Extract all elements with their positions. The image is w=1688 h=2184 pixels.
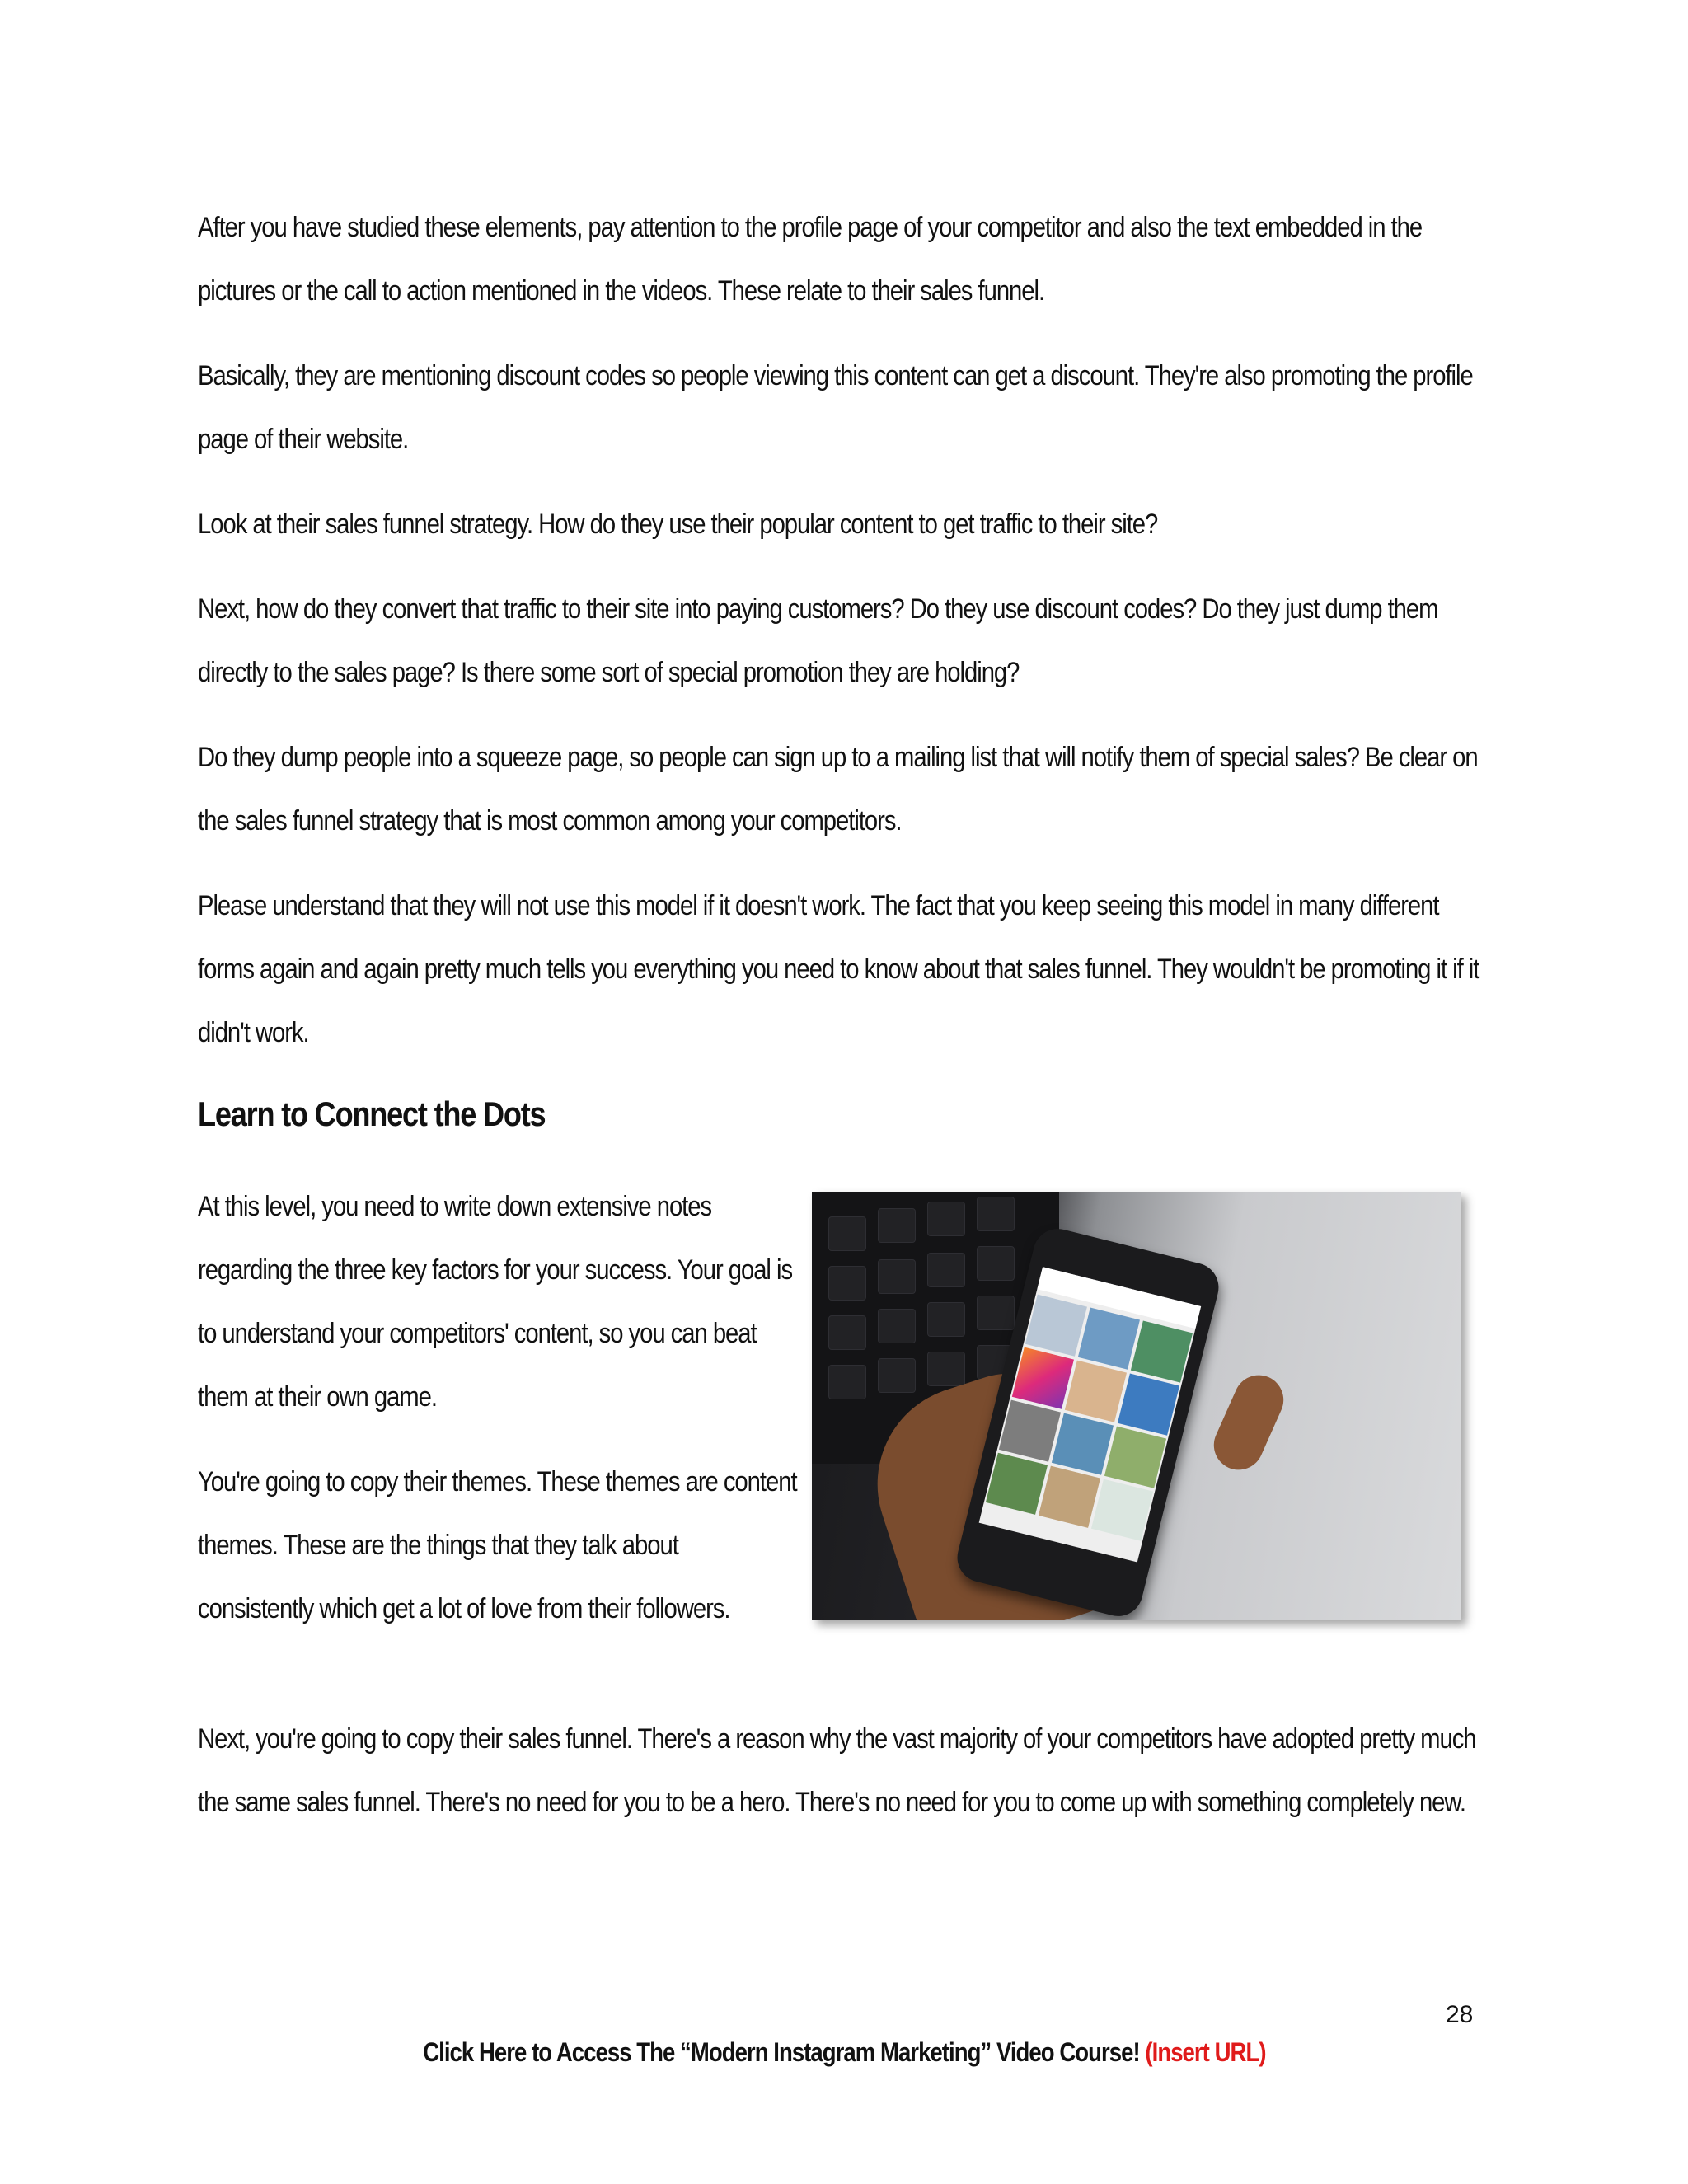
paragraph: Do they dump people into a squeeze page, so people can sign up to a mailing list that will notify them of special sales? Be clear on the sales funnel strategy that is most common among your competitors. — [198, 742, 1478, 837]
paragraph: After you have studied these elements, pay attention to the profile page of your competitor and also the text embedded in the pictures or the call to action mentioned in the videos. These relate to their sales funnel. — [198, 212, 1423, 307]
paragraph: Look at their sales funnel strategy. How do they use their popular content to get traffic to their site? — [198, 509, 1158, 540]
page-content — [198, 196, 1493, 1856]
paragraph: Next, how do they convert that traffic to their site into paying customers? Do they use discount codes? Do they just dump them directly to the sales page? Is there some sort of special promotion they are holding? — [198, 593, 1438, 688]
text-with-image — [198, 1175, 1493, 1686]
phone-photo-image — [812, 1192, 1461, 1620]
paragraph: Next, you're going to copy their sales funnel. There's a reason why the vast majority of your competitors have adopted pretty much the same sales funnel. There's no need for you to be a hero. There's no need for you to come up with something completely new. — [198, 1723, 1476, 1818]
paragraph: At this level, you need to write down extensive notes regarding the three key factors for your success. Your goal is to understand your competitors' content, so you can beat them at their own game. — [198, 1191, 793, 1413]
section-heading: Learn to Connect the Dots — [198, 1094, 546, 1133]
left-column — [198, 1175, 799, 1662]
page-number: 28 — [1446, 2001, 1474, 2028]
footer-link-text[interactable]: Click Here to Access The “Modern Instagram Marketing” Video Course! — [422, 2037, 1140, 2067]
footer-url-placeholder[interactable]: (Insert URL) — [1145, 2037, 1266, 2067]
paragraph: Please understand that they will not use this model if it doesn't work. The fact that you keep seeing this model in many different forms again and again pretty much tells you everything you need to know about that sales funnel. They wouldn't be promoting it if it didn't work. — [198, 890, 1479, 1048]
paragraph: You're going to copy their themes. These themes are content themes. These are the things that they talk about consistently which get a lot of love from their followers. — [198, 1466, 797, 1624]
footer-call-to-action[interactable] — [0, 2037, 1688, 2068]
thumb-image — [1206, 1367, 1292, 1478]
paragraph: Basically, they are mentioning discount codes so people viewing this content can get a discount. They're also promoting the profile page of their website. — [198, 360, 1473, 455]
